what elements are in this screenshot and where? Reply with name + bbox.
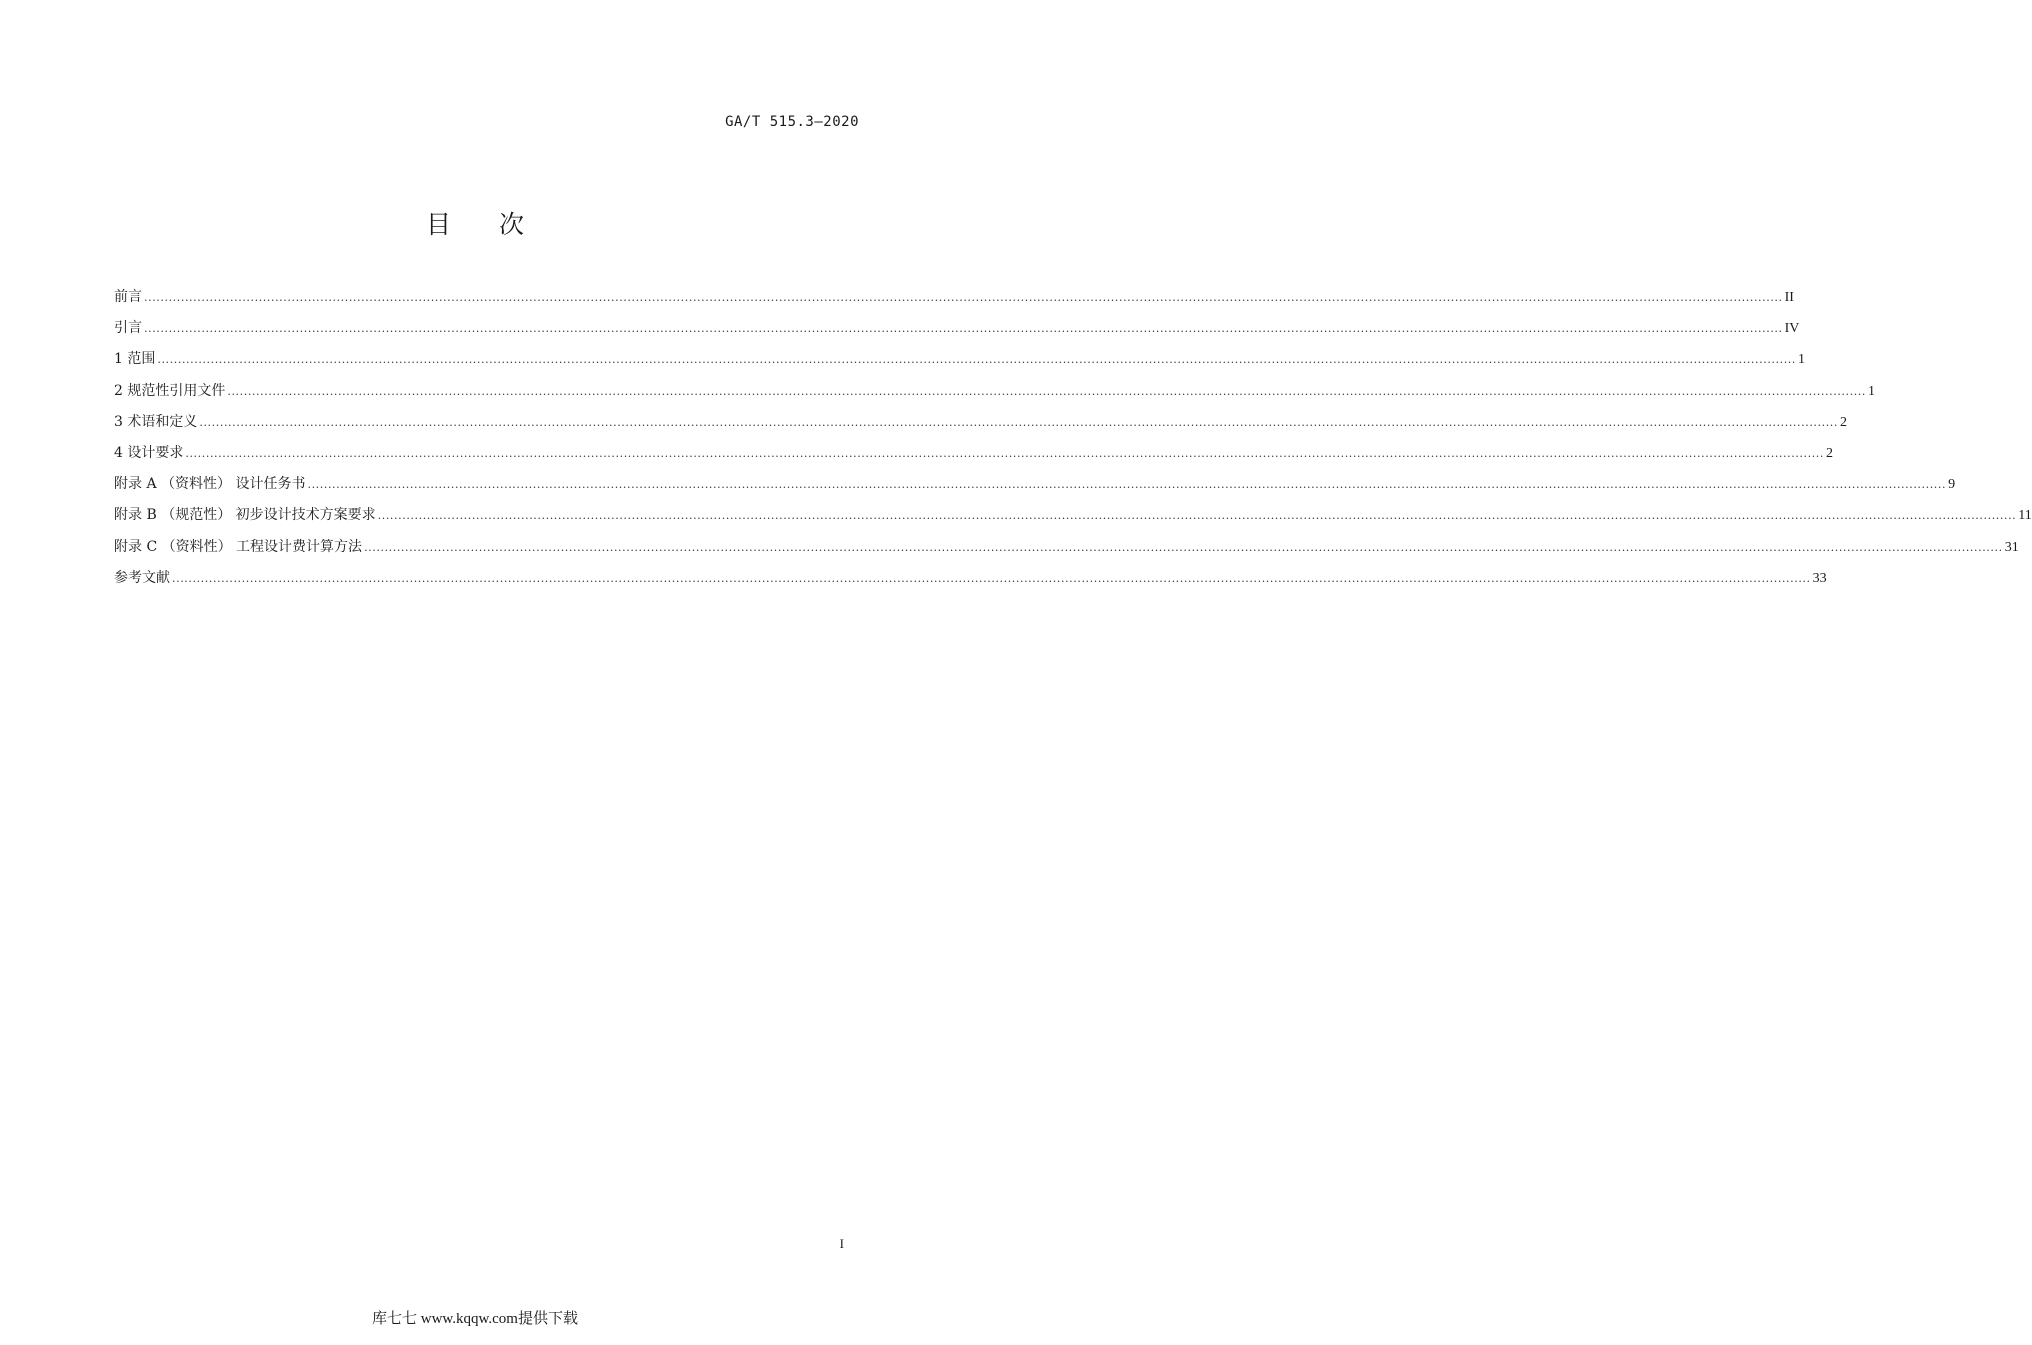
toc-entry-label: 引言 <box>114 320 142 337</box>
page-title: 目次 <box>425 210 572 239</box>
table-of-contents <box>114 282 2032 594</box>
toc-entry-label: 1 范围 <box>114 351 156 368</box>
toc-entry-page: 9 <box>1948 477 1956 493</box>
toc-entry-label: 前言 <box>114 289 142 305</box>
dot-leader: ................................................................................................................................................................................................................................................................................................................................................................................................................ <box>377 509 2017 523</box>
toc-entry-page: 2 <box>1840 414 1847 430</box>
dot-leader: ................................................................................................................................................................................................................................................................................................................................................................................................................ <box>364 540 2003 554</box>
toc-entry-page: 31 <box>2004 539 2019 555</box>
toc-entry-appendix-a[interactable] <box>114 469 1956 500</box>
dot-leader: ................................................................................................................................................................................................................................................................................................................................................................................................................ <box>307 478 1947 492</box>
toc-entry-bibliography[interactable] <box>114 563 1827 594</box>
toc-entry-appendix-b[interactable] <box>114 500 2032 531</box>
toc-entry-label: 4 设计要求 <box>114 444 184 461</box>
toc-entry-label: 2 规范性引用文件 <box>114 382 226 399</box>
toc-entry-label: 参考文献 <box>114 569 170 586</box>
toc-entry-design-requirements[interactable] <box>114 438 1833 469</box>
toc-entry-page: 1 <box>1868 383 1875 399</box>
standard-code: GA/T 515.3—2020 <box>725 114 859 130</box>
dot-leader: ................................................................................................................................................................................................................................................................................................................................................................................................................ <box>144 291 1783 304</box>
toc-entry-scope[interactable] <box>114 344 1805 375</box>
toc-entry-terms-definitions[interactable] <box>114 407 1847 438</box>
dot-leader: ................................................................................................................................................................................................................................................................................................................................................................................................................ <box>144 322 1783 336</box>
download-credit: 库七七 www.kqqw.com提供下载 <box>372 1311 578 1327</box>
toc-entry-appendix-c[interactable] <box>114 532 2019 563</box>
toc-entry-page: 1 <box>1798 352 1805 368</box>
toc-entry-normative-references[interactable] <box>114 376 1875 407</box>
toc-entry-label: 3 术语和定义 <box>114 413 198 430</box>
dot-leader: ................................................................................................................................................................................................................................................................................................................................................................................................................ <box>199 415 1838 429</box>
toc-entry-page: 2 <box>1826 445 1833 461</box>
toc-entry-label: 附录 C （资料性） 工程设计费计算方法 <box>114 538 363 555</box>
dot-leader: ................................................................................................................................................................................................................................................................................................................................................................................................................ <box>172 571 1811 585</box>
toc-entry-label: 附录 B （规范性） 初步设计技术方案要求 <box>114 507 376 524</box>
dot-leader: ................................................................................................................................................................................................................................................................................................................................................................................................................ <box>185 446 1824 460</box>
toc-entry-page: 11 <box>2018 508 2032 524</box>
page-number: I <box>839 1236 844 1251</box>
dot-leader: ................................................................................................................................................................................................................................................................................................................................................................................................................ <box>227 384 1866 398</box>
dot-leader: ................................................................................................................................................................................................................................................................................................................................................................................................................ <box>157 353 1796 367</box>
toc-entry-label: 附录 A （资料性） 设计任务书 <box>114 476 306 493</box>
toc-entry-page: II <box>1784 290 1794 305</box>
toc-entry-foreword[interactable] <box>114 282 1794 313</box>
toc-entry-page: 33 <box>1812 570 1827 586</box>
toc-entry-introduction[interactable] <box>114 313 1800 344</box>
toc-entry-page: IV <box>1784 321 1800 337</box>
